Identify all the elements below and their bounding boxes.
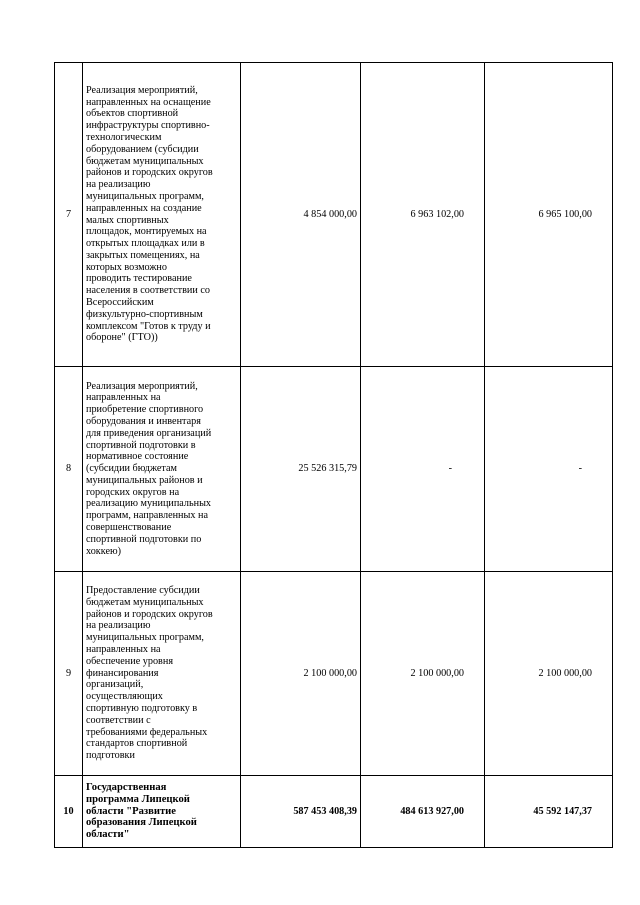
row-number: 8 <box>55 367 83 572</box>
table-row <box>55 63 613 367</box>
row-description: Государственная программа Липецкой области "Развитие образования Липецкой области" <box>83 776 241 848</box>
table-row <box>55 572 613 776</box>
row-number: 10 <box>55 776 83 848</box>
amount-cell: 587 453 408,39 <box>241 776 361 848</box>
amount-cell: - <box>361 367 485 572</box>
amount-cell: 2 100 000,00 <box>361 572 485 776</box>
row-number: 7 <box>55 63 83 367</box>
amount-cell: 6 965 100,00 <box>485 63 613 367</box>
amount-cell: 2 100 000,00 <box>241 572 361 776</box>
row-description: Реализация мероприятий, направленных на оснащение объектов спортивной инфраструктуры спортивно- технологическим оборудованием (субсидии бюджетам муниципальных районов и городских округов на реализацию муниципальных программ, направленных на создание малых спортивных площадок, монтируемых на открытых площадках или в закрытых помещениях, на которых возможно проводить тестирование населения в соответствии со Всероссийским физкультурно-спортивным комплексом "Готов к труду и обороне" (ГТО)) <box>83 63 241 367</box>
amount-cell: 484 613 927,00 <box>361 776 485 848</box>
table-row <box>55 367 613 572</box>
table-row-total <box>55 776 613 848</box>
amount-cell: - <box>485 367 613 572</box>
amount-cell: 2 100 000,00 <box>485 572 613 776</box>
amount-cell: 25 526 315,79 <box>241 367 361 572</box>
amount-cell: 45 592 147,37 <box>485 776 613 848</box>
budget-table <box>54 62 613 848</box>
row-description: Предоставление субсидии бюджетам муниципальных районов и городских округов на реализацию муниципальных программ, направленных на обеспечение уровня финансирования организаций, осуществляющих спортивную подготовку в соответствии с требованиями федеральных стандартов спортивной подготовки <box>83 572 241 776</box>
row-number: 9 <box>55 572 83 776</box>
amount-cell: 4 854 000,00 <box>241 63 361 367</box>
row-description: Реализация мероприятий, направленных на приобретение спортивного оборудования и инвентаря для приведения организаций спортивной подготовки в нормативное состояние (субсидии бюджетам муниципальных районов и городских округов на реализацию муниципальных программ, направленных на совершенствование спортивной подготовки по хоккею) <box>83 367 241 572</box>
amount-cell: 6 963 102,00 <box>361 63 485 367</box>
